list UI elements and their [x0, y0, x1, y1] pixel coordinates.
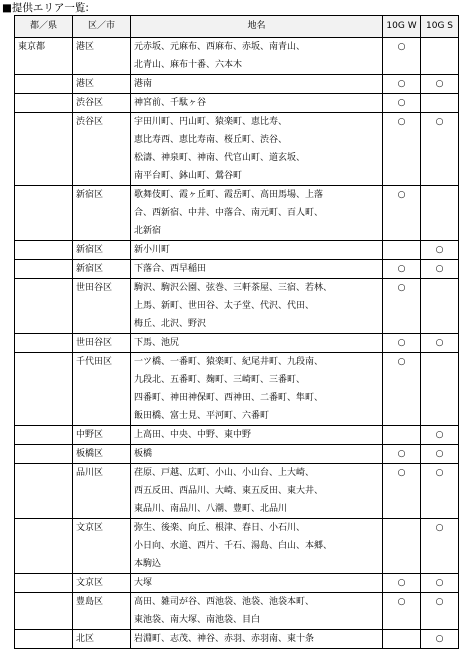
- cell-10g-s: ○: [421, 464, 459, 519]
- place-names-line: 弥生、後楽、向丘、根津、春日、小石川、: [134, 523, 306, 533]
- place-names-line: 神宮前、千駄ヶ谷: [134, 98, 207, 108]
- place-names-line: 小日向、水道、西片、千石、湯島、白山、本郷、: [134, 541, 333, 551]
- cell-10g-w: ○: [383, 574, 421, 593]
- cell-pref: [15, 279, 73, 334]
- cell-ward: 品川区: [73, 464, 131, 519]
- table-row: [15, 75, 459, 94]
- cell-10g-w: ○: [383, 445, 421, 464]
- header-10g-s: 10G S: [421, 16, 459, 38]
- place-names-line: 南平台町、鉢山町、鶯谷町: [134, 171, 243, 181]
- cell-ward: 文京区: [73, 574, 131, 593]
- cell-ward: 渋谷区: [73, 113, 131, 186]
- place-names-line: 板橋: [134, 449, 153, 459]
- cell-pref: [15, 445, 73, 464]
- cell-places: [131, 75, 383, 94]
- cell-ward: 板橋区: [73, 445, 131, 464]
- place-names-line: 北青山、麻布十番、六本木: [134, 60, 243, 70]
- place-names-line: 梅丘、北沢、野沢: [134, 319, 207, 329]
- cell-10g-w: ○: [383, 75, 421, 94]
- cell-ward: 中野区: [73, 426, 131, 445]
- cell-pref: [15, 113, 73, 186]
- cell-ward: 北区: [73, 630, 131, 649]
- cell-pref: 東京都: [15, 38, 73, 75]
- place-names-line: 一ツ橋、一番町、猿楽町、紀尾井町、九段南、: [134, 357, 324, 367]
- table-row: [15, 593, 459, 630]
- cell-ward: 世田谷区: [73, 279, 131, 334]
- cell-10g-w: ○: [383, 260, 421, 279]
- table-body: [15, 38, 459, 649]
- cell-pref: [15, 75, 73, 94]
- cell-10g-s: ○: [421, 260, 459, 279]
- table-row: [15, 241, 459, 260]
- place-names-line: 荏原、戸越、広町、小山、小山台、上大崎、: [134, 468, 315, 478]
- place-names-line: 上馬、新町、世田谷、太子堂、代沢、代田、: [134, 301, 315, 311]
- cell-10g-w: [383, 426, 421, 445]
- table-row: [15, 464, 459, 519]
- place-names-line: 歌舞伎町、霞ヶ丘町、霞岳町、高田馬場、上落: [134, 190, 324, 200]
- cell-ward: 新宿区: [73, 260, 131, 279]
- cell-ward: 千代田区: [73, 353, 131, 426]
- header-pref: 都／県: [15, 16, 73, 38]
- cell-places: [131, 574, 383, 593]
- coverage-area-table: [14, 15, 459, 649]
- table-row: [15, 186, 459, 241]
- place-names-line: 港南: [134, 79, 153, 89]
- cell-pref: [15, 94, 73, 113]
- place-names-line: 合、西新宿、中井、中落合、南元町、百人町、: [134, 208, 324, 218]
- place-names-line: 九段北、五番町、麹町、三崎町、三番町、: [134, 375, 306, 385]
- place-names-line: 東品川、南品川、八潮、豊町、北品川: [134, 504, 288, 514]
- table-row: [15, 574, 459, 593]
- table-row: [15, 94, 459, 113]
- cell-10g-w: [383, 241, 421, 260]
- place-names-line: 駒沢、駒沢公園、弦巻、三軒茶屋、三宿、若林、: [134, 283, 333, 293]
- cell-places: [131, 113, 383, 186]
- cell-10g-w: ○: [383, 38, 421, 75]
- place-names-line: 宇田川町、円山町、猿楽町、恵比寿、: [134, 117, 288, 127]
- cell-10g-s: [421, 38, 459, 75]
- cell-places: [131, 260, 383, 279]
- place-names-line: 西五反田、西品川、大崎、東五反田、東大井、: [134, 486, 324, 496]
- header-ward: 区／市: [73, 16, 131, 38]
- cell-ward: 渋谷区: [73, 94, 131, 113]
- place-names-line: 上高田、中央、中野、東中野: [134, 430, 252, 440]
- cell-places: [131, 353, 383, 426]
- header-row: [15, 16, 459, 38]
- cell-10g-s: [421, 94, 459, 113]
- cell-ward: 港区: [73, 38, 131, 75]
- cell-ward: 文京区: [73, 519, 131, 574]
- cell-pref: [15, 353, 73, 426]
- cell-places: [131, 186, 383, 241]
- cell-places: [131, 426, 383, 445]
- header-10g-w: 10G W: [383, 16, 421, 38]
- cell-pref: [15, 630, 73, 649]
- cell-10g-w: ○: [383, 334, 421, 353]
- cell-10g-s: [421, 353, 459, 426]
- table-row: [15, 38, 459, 75]
- cell-places: [131, 630, 383, 649]
- cell-10g-s: ○: [421, 75, 459, 94]
- table-row: [15, 353, 459, 426]
- cell-places: [131, 279, 383, 334]
- table-row: [15, 334, 459, 353]
- place-names-line: 元赤坂、元麻布、西麻布、赤坂、南青山、: [134, 42, 306, 52]
- cell-pref: [15, 186, 73, 241]
- place-names-line: 松濤、神泉町、神南、代官山町、道玄坂、: [134, 153, 306, 163]
- table-row: [15, 426, 459, 445]
- table-row: [15, 279, 459, 334]
- cell-10g-w: ○: [383, 464, 421, 519]
- cell-10g-w: ○: [383, 353, 421, 426]
- cell-pref: [15, 593, 73, 630]
- place-names-line: 下馬、池尻: [134, 338, 180, 348]
- cell-10g-s: ○: [421, 593, 459, 630]
- place-names-line: 新小川町: [134, 245, 171, 255]
- place-names-line: 北新宿: [134, 226, 162, 236]
- cell-10g-s: ○: [421, 113, 459, 186]
- cell-pref: [15, 574, 73, 593]
- cell-pref: [15, 426, 73, 445]
- place-names-line: 四番町、神田神保町、西神田、二番町、隼町、: [134, 393, 324, 403]
- cell-10g-s: ○: [421, 241, 459, 260]
- cell-pref: [15, 241, 73, 260]
- cell-places: [131, 334, 383, 353]
- place-names-line: 東池袋、南大塚、南池袋、目白: [134, 615, 261, 625]
- table-row: [15, 260, 459, 279]
- place-names-line: 恵比寿西、恵比寿南、桜丘町、渋谷、: [134, 135, 288, 145]
- cell-10g-s: ○: [421, 574, 459, 593]
- cell-pref: [15, 464, 73, 519]
- header-places: 地名: [131, 16, 383, 38]
- cell-pref: [15, 260, 73, 279]
- cell-10g-s: [421, 279, 459, 334]
- place-names-line: 本駒込: [134, 559, 162, 569]
- cell-10g-w: ○: [383, 279, 421, 334]
- cell-places: [131, 593, 383, 630]
- table-row: [15, 630, 459, 649]
- cell-places: [131, 445, 383, 464]
- cell-10g-s: ○: [421, 445, 459, 464]
- cell-10g-s: ○: [421, 426, 459, 445]
- cell-10g-w: [383, 519, 421, 574]
- place-names-line: 飯田橋、富士見、平河町、六番町: [134, 411, 270, 421]
- cell-10g-s: ○: [421, 630, 459, 649]
- cell-ward: 豊島区: [73, 593, 131, 630]
- table-row: [15, 113, 459, 186]
- cell-ward: 新宿区: [73, 186, 131, 241]
- cell-10g-w: ○: [383, 94, 421, 113]
- cell-10g-w: [383, 630, 421, 649]
- cell-10g-s: ○: [421, 334, 459, 353]
- cell-places: [131, 241, 383, 260]
- cell-places: [131, 464, 383, 519]
- cell-places: [131, 38, 383, 75]
- cell-10g-s: ○: [421, 519, 459, 574]
- cell-ward: 新宿区: [73, 241, 131, 260]
- place-names-line: 下落合、西早稲田: [134, 264, 207, 274]
- place-names-line: 岩淵町、志茂、神谷、赤羽、赤羽南、東十条: [134, 634, 315, 644]
- cell-places: [131, 94, 383, 113]
- cell-ward: 港区: [73, 75, 131, 94]
- cell-ward: 世田谷区: [73, 334, 131, 353]
- table-row: [15, 445, 459, 464]
- cell-10g-s: [421, 186, 459, 241]
- cell-10g-w: ○: [383, 593, 421, 630]
- section-heading: ■提供エリア一覧:: [2, 2, 89, 14]
- cell-10g-w: ○: [383, 113, 421, 186]
- table-row: [15, 519, 459, 574]
- cell-10g-w: ○: [383, 186, 421, 241]
- cell-pref: [15, 519, 73, 574]
- place-names-line: 高田、雑司が谷、西池袋、池袋、池袋本町、: [134, 597, 315, 607]
- cell-places: [131, 519, 383, 574]
- cell-pref: [15, 334, 73, 353]
- place-names-line: 大塚: [134, 578, 153, 588]
